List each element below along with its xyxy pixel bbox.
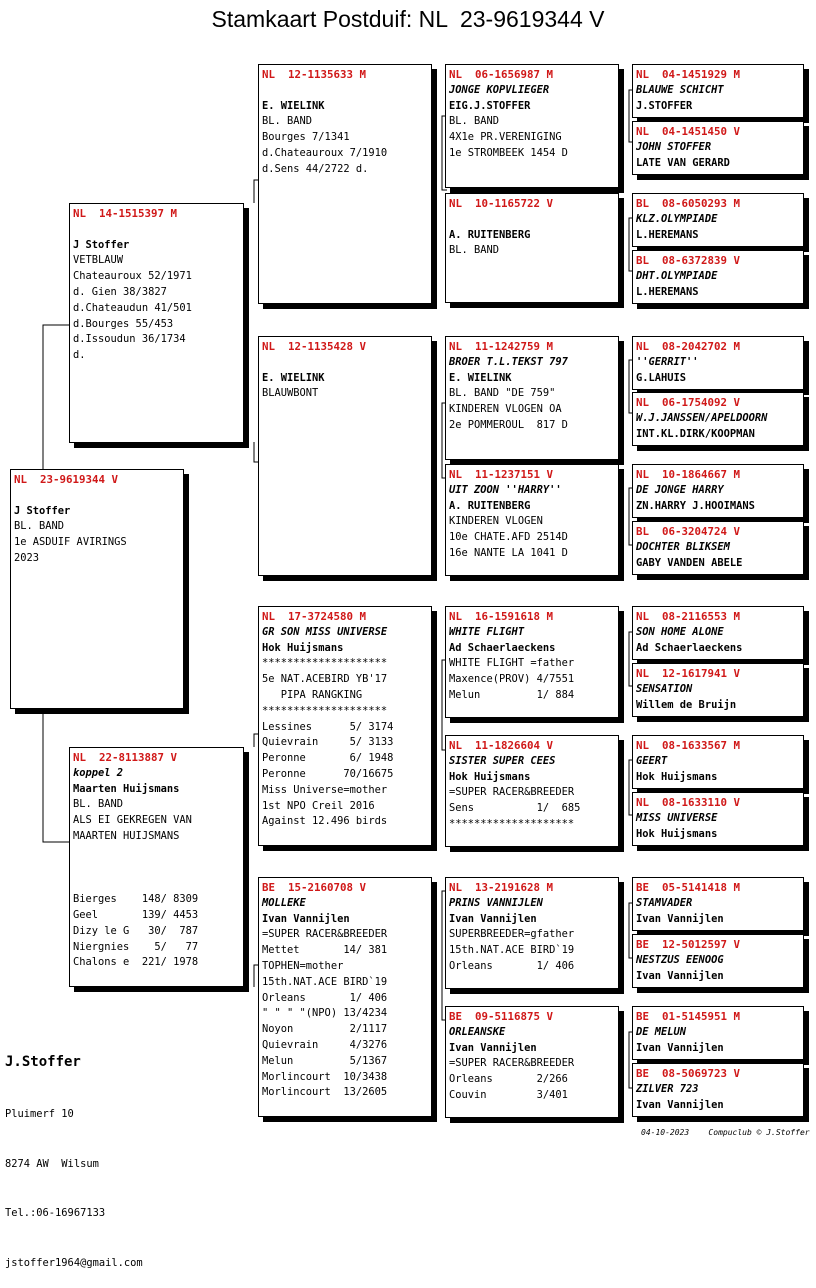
- ring-number: NL 06-1656987 M: [449, 68, 554, 81]
- ring-number: NL 11-1242759 M: [449, 340, 554, 353]
- pigeon-info-line: =SUPER RACER&BREEDER: [449, 1057, 575, 1070]
- pigeon-card: [632, 934, 804, 988]
- pigeon-name: DE JONGE HARRY: [636, 483, 724, 496]
- pigeon-info-line: 5e NAT.ACEBIRD YB'17: [262, 673, 388, 686]
- pigeon-info-line: =SUPER RACER&BREEDER: [449, 786, 575, 799]
- pigeon-info-line: SUPERBREEDER=gfather: [449, 928, 575, 941]
- pigeon-card: [632, 336, 804, 390]
- pigeon-name: ORLEANSKE: [449, 1025, 506, 1038]
- ring-number: NL 22-8113887 V: [73, 751, 178, 764]
- spacer: [14, 488, 180, 504]
- ring-number: BL 06-3204724 V: [636, 525, 741, 538]
- pigeon-name: GEERT: [636, 754, 668, 767]
- pigeon-name: WHITE FLIGHT: [449, 625, 525, 638]
- pigeon-owner: Hok Huijsmans: [449, 770, 531, 783]
- pigeon-info-line: BL. BAND: [449, 244, 500, 257]
- pigeon-name: SISTER SUPER CEES: [449, 754, 556, 767]
- ring-number: NL 11-1826604 V: [449, 739, 554, 752]
- pigeon-name: GR SON MISS UNIVERSE: [262, 625, 388, 638]
- pigeon-owner: Maarten Huijsmans: [73, 782, 180, 795]
- pigeon-card: [632, 250, 804, 304]
- pigeon-name: KLZ.OLYMPIADE: [636, 212, 718, 225]
- pigeon-info-line: Mettet 14/ 381: [262, 944, 388, 957]
- pigeon-card: [632, 792, 804, 846]
- pigeon-owner: Ivan Vannijlen: [636, 1098, 724, 1111]
- owner-city: 8274 AW Wilsum: [5, 1157, 99, 1170]
- pigeon-info-line: Melun 5/1367: [262, 1054, 388, 1067]
- pigeon-card: [632, 121, 804, 175]
- pigeon-owner: Hok Huijsmans: [636, 770, 718, 783]
- pigeon-info-line: 2e POMMEROUL 817 D: [449, 418, 568, 431]
- pigeon-info-line: 1e ASDUIF AVIRINGS: [14, 536, 127, 549]
- pigeon-info-line: TOPHEN=mother: [262, 959, 344, 972]
- pigeon-owner: ZN.HARRY J.HOOIMANS: [636, 499, 755, 512]
- pigeon-info-line: Bourges 7/1341: [262, 131, 350, 144]
- pigeon-card: [69, 747, 244, 987]
- pigeon-info-line: 10e CHATE.AFD 2514D: [449, 531, 568, 544]
- ring-number: NL 10-1864667 M: [636, 468, 741, 481]
- pigeon-info-line: ALS EI GEKREGEN VAN: [73, 814, 192, 827]
- pigeon-name: DOCHTER BLIKSEM: [636, 540, 730, 553]
- pigeon-name: NESTZUS EENOOG: [636, 953, 724, 966]
- pigeon-card: [632, 877, 804, 931]
- ring-number: NL 08-2116553 M: [636, 610, 741, 623]
- pigeon-info-line: " " " "(NPO) 13/4234: [262, 1007, 388, 1020]
- pigeon-card: [69, 203, 244, 443]
- pigeon-info-line: Morlincourt 13/2605: [262, 1086, 388, 1099]
- pigeon-name: STAMVADER: [636, 896, 693, 909]
- pigeon-info-line: 2023: [14, 551, 40, 564]
- pigeon-info-line: Peronne 6/ 1948: [262, 752, 394, 765]
- pigeon-info-line: d.: [73, 349, 86, 362]
- footer-credit: 04-10-2023 Compuclub © J.Stoffer: [641, 1128, 810, 1137]
- pigeon-info-line: Lessines 5/ 3174: [262, 720, 394, 733]
- pigeon-info-line: Couvin 3/401: [449, 1088, 568, 1101]
- pigeon-info-line: Niergnies 5/ 77: [73, 940, 199, 953]
- ring-number: BE 01-5145951 M: [636, 1010, 741, 1023]
- ring-number: NL 10-1165722 V: [449, 197, 554, 210]
- pigeon-info-line: Geel 139/ 4453: [73, 908, 199, 921]
- pigeon-owner: A. RUITENBERG: [449, 228, 531, 241]
- pigeon-info-line: Quievrain 5/ 3133: [262, 736, 394, 749]
- pigeon-owner: Ivan Vannijlen: [449, 912, 537, 925]
- pigeon-card: [258, 64, 432, 304]
- pigeon-name: ''GERRIT'': [636, 355, 699, 368]
- spacer: [449, 212, 615, 228]
- ring-number: NL 12-1135633 M: [262, 68, 367, 81]
- pigeon-name: ZILVER 723: [636, 1082, 699, 1095]
- spacer: [73, 876, 240, 892]
- pigeon-name: PRINS VANNIJLEN: [449, 896, 543, 909]
- pigeon-info-line: WHITE FLIGHT =father: [449, 657, 575, 670]
- pigeon-info-line: BL. BAND: [73, 798, 124, 811]
- pigeon-info-line: Chateauroux 52/1971: [73, 270, 192, 283]
- pigeon-info-line: BLAUWBONT: [262, 387, 319, 400]
- pigeon-card: [632, 193, 804, 247]
- pigeon-info-line: BL. BAND: [14, 520, 65, 533]
- pigeon-owner: Ivan Vannijlen: [636, 1041, 724, 1054]
- pigeon-card: [632, 663, 804, 717]
- pigeon-name: UIT ZOON ''HARRY'': [449, 483, 562, 496]
- pigeon-info-line: d.Issoudun 36/1734: [73, 333, 186, 346]
- pigeon-info-line: Miss Universe=mother: [262, 783, 388, 796]
- pigeon-card: [258, 336, 432, 576]
- pigeon-info-line: d. Gien 38/3827: [73, 285, 167, 298]
- pigeon-info-line: Bierges 148/ 8309: [73, 893, 199, 906]
- pigeon-info-line: Quievrain 4/3276: [262, 1038, 388, 1051]
- pigeon-info-line: Against 12.496 birds: [262, 815, 388, 828]
- pigeon-info-line: BL. BAND: [262, 115, 313, 128]
- pigeon-card: [10, 469, 184, 709]
- page-title: Stamkaart Postduif: NL 23-9619344 V: [211, 6, 605, 32]
- pigeon-owner: E. WIELINK: [262, 99, 325, 112]
- pigeon-info-line: Orleans 1/ 406: [449, 959, 575, 972]
- pigeon-info-line: Chalons e 221/ 1978: [73, 956, 199, 969]
- pigeon-owner: L.HEREMANS: [636, 285, 699, 298]
- pigeon-card: [445, 193, 619, 303]
- pigeon-owner: LATE VAN GERARD: [636, 156, 730, 169]
- pigeon-card: [632, 1063, 804, 1117]
- ring-number: BL 08-6372839 V: [636, 254, 741, 267]
- ring-number: NL 04-1451929 M: [636, 68, 741, 81]
- pigeon-info-line: KINDEREN VLOGEN: [449, 515, 543, 528]
- pigeon-info-line: 15th.NAT.ACE BIRD`19: [449, 944, 575, 957]
- owner-email: jstoffer1964@gmail.com: [5, 1256, 143, 1269]
- pigeon-card: [632, 735, 804, 789]
- spacer: [262, 355, 428, 371]
- pigeon-card: [258, 877, 432, 1117]
- spacer: [73, 222, 240, 238]
- spacer: [262, 83, 428, 99]
- pigeon-card: [445, 1006, 619, 1118]
- spacer: [73, 861, 240, 877]
- pigeon-name: BROER T.L.TEKST 797: [449, 355, 568, 368]
- pigeon-owner: Ivan Vannijlen: [449, 1041, 537, 1054]
- pigeon-name: MOLLEKE: [262, 896, 306, 909]
- ring-number: NL 13-2191628 M: [449, 881, 554, 894]
- pigeon-owner: Ad Schaerlaeckens: [449, 641, 556, 654]
- ring-number: NL 04-1451450 V: [636, 125, 741, 138]
- ring-number: BE 12-5012597 V: [636, 938, 741, 951]
- pigeon-owner: Ad Schaerlaeckens: [636, 641, 743, 654]
- pigeon-info-line: KINDEREN VLOGEN OA: [449, 403, 562, 416]
- pigeon-info-line: MAARTEN HUIJSMANS: [73, 829, 180, 842]
- pigeon-card: [445, 735, 619, 847]
- pigeon-info-line: BL. BAND: [449, 115, 500, 128]
- ring-number: NL 23-9619344 V: [14, 473, 119, 486]
- pigeon-card: [632, 1006, 804, 1060]
- pigeon-info-line: Noyon 2/1117: [262, 1023, 388, 1036]
- ring-number: NL 12-1135428 V: [262, 340, 367, 353]
- pigeon-name: SON HOME ALONE: [636, 625, 724, 638]
- ring-number: NL 17-3724580 M: [262, 610, 367, 623]
- pigeon-info-line: d.Chateauroux 7/1910: [262, 146, 388, 159]
- pigeon-info-line: Orleans 1/ 406: [262, 991, 388, 1004]
- ring-number: NL 11-1237151 V: [449, 468, 554, 481]
- ring-number: NL 12-1617941 V: [636, 667, 741, 680]
- pigeon-card: [445, 336, 619, 460]
- pigeon-card: [632, 464, 804, 518]
- pigeon-info-line: Peronne 70/16675: [262, 767, 394, 780]
- pigeon-name: BLAUWE SCHICHT: [636, 83, 724, 96]
- pigeon-info-line: VETBLAUW: [73, 254, 124, 267]
- spacer: [73, 845, 240, 861]
- pigeon-owner: J Stoffer: [14, 504, 71, 517]
- pigeon-card: [445, 877, 619, 989]
- pigeon-name: DHT.OLYMPIADE: [636, 269, 718, 282]
- ring-number: NL 14-1515397 M: [73, 207, 178, 220]
- owner-street: Pluimerf 10: [5, 1108, 74, 1120]
- ring-number: BE 05-5141418 M: [636, 881, 741, 894]
- pigeon-info-line: d.Sens 44/2722 d.: [262, 162, 369, 175]
- pigeon-owner: Hok Huijsmans: [262, 641, 344, 654]
- pigeon-name: DE MELUN: [636, 1025, 687, 1038]
- pigeon-info-line: Orleans 2/266: [449, 1073, 568, 1086]
- pigeon-info-line: BL. BAND "DE 759": [449, 387, 556, 400]
- pigeon-owner: E. WIELINK: [262, 371, 325, 384]
- ring-number: BL 08-6050293 M: [636, 197, 741, 210]
- owner-name: J.Stoffer: [5, 1054, 81, 1070]
- pigeon-owner: A. RUITENBERG: [449, 499, 531, 512]
- pigeon-card: [632, 392, 804, 446]
- pigeon-card: [445, 464, 619, 576]
- pigeon-info-line: ********************: [262, 657, 388, 670]
- pigeon-name: JOHN STOFFER: [636, 140, 712, 153]
- pigeon-card: [445, 606, 619, 718]
- ring-number: BE 08-5069723 V: [636, 1067, 741, 1080]
- pigeon-owner: Hok Huijsmans: [636, 827, 718, 840]
- pigeon-owner: J Stoffer: [73, 238, 130, 251]
- ring-number: NL 08-1633567 M: [636, 739, 741, 752]
- pigeon-owner: GABY VANDEN ABELE: [636, 556, 743, 569]
- pigeon-info-line: d.Bourges 55/453: [73, 317, 174, 330]
- pigeon-name: koppel 2: [73, 766, 124, 779]
- pigeon-owner: Ivan Vannijlen: [636, 969, 724, 982]
- pigeon-info-line: 1e STROMBEEK 1454 D: [449, 146, 568, 159]
- owner-phone: Tel.:06-16967133: [5, 1207, 106, 1219]
- ring-number: NL 16-1591618 M: [449, 610, 554, 623]
- pigeon-info-line: Dizy le G 30/ 787: [73, 924, 199, 937]
- pigeon-card: [632, 606, 804, 660]
- pigeon-card: [258, 606, 432, 846]
- ring-number: BE 09-5116875 V: [449, 1010, 554, 1023]
- owner-contact: [5, 1018, 143, 1288]
- pigeon-info-line: d.Chateaudun 41/501: [73, 301, 192, 314]
- pigeon-owner: L.HEREMANS: [636, 228, 699, 241]
- pigeon-owner: E. WIELINK: [449, 371, 512, 384]
- ring-number: BE 15-2160708 V: [262, 881, 367, 894]
- pigeon-owner: Ivan Vannijlen: [636, 912, 724, 925]
- pigeon-card: [632, 521, 804, 575]
- pigeon-name: MISS UNIVERSE: [636, 811, 718, 824]
- pigeon-name: SENSATION: [636, 682, 693, 695]
- pigeon-card: [632, 64, 804, 118]
- pigeon-name: JONGE KOPVLIEGER: [449, 83, 550, 96]
- ring-number: NL 08-2042702 M: [636, 340, 741, 353]
- pigeon-owner: INT.KL.DIRK/KOOPMAN: [636, 427, 755, 440]
- pigeon-owner: EIG.J.STOFFER: [449, 99, 531, 112]
- ring-number: NL 06-1754092 V: [636, 396, 741, 409]
- pigeon-owner: J.STOFFER: [636, 99, 693, 112]
- pigeon-owner: Willem de Bruijn: [636, 698, 737, 711]
- pigeon-card: [445, 64, 619, 188]
- pigeon-info-line: Maxence(PROV) 4/7551: [449, 673, 575, 686]
- pigeon-info-line: 4X1e PR.VERENIGING: [449, 131, 562, 144]
- pigeon-info-line: ********************: [449, 817, 575, 830]
- pigeon-info-line: =SUPER RACER&BREEDER: [262, 928, 388, 941]
- pigeon-info-line: Sens 1/ 685: [449, 802, 581, 815]
- pigeon-info-line: 16e NANTE LA 1041 D: [449, 546, 568, 559]
- pigeon-owner: Ivan Vannijlen: [262, 912, 350, 925]
- pigeon-info-line: 1st NPO Creil 2016: [262, 799, 375, 812]
- pigeon-info-line: ********************: [262, 704, 388, 717]
- pigeon-name: W.J.JANSSEN/APELDOORN: [636, 411, 768, 424]
- pigeon-info-line: 15th.NAT.ACE BIRD`19: [262, 975, 388, 988]
- pigeon-info-line: Morlincourt 10/3438: [262, 1070, 388, 1083]
- pigeon-info-line: Melun 1/ 884: [449, 688, 575, 701]
- pigeon-owner: G.LAHUIS: [636, 371, 687, 384]
- pigeon-info-line: PIPA RANGKING: [262, 688, 363, 701]
- ring-number: NL 08-1633110 V: [636, 796, 741, 809]
